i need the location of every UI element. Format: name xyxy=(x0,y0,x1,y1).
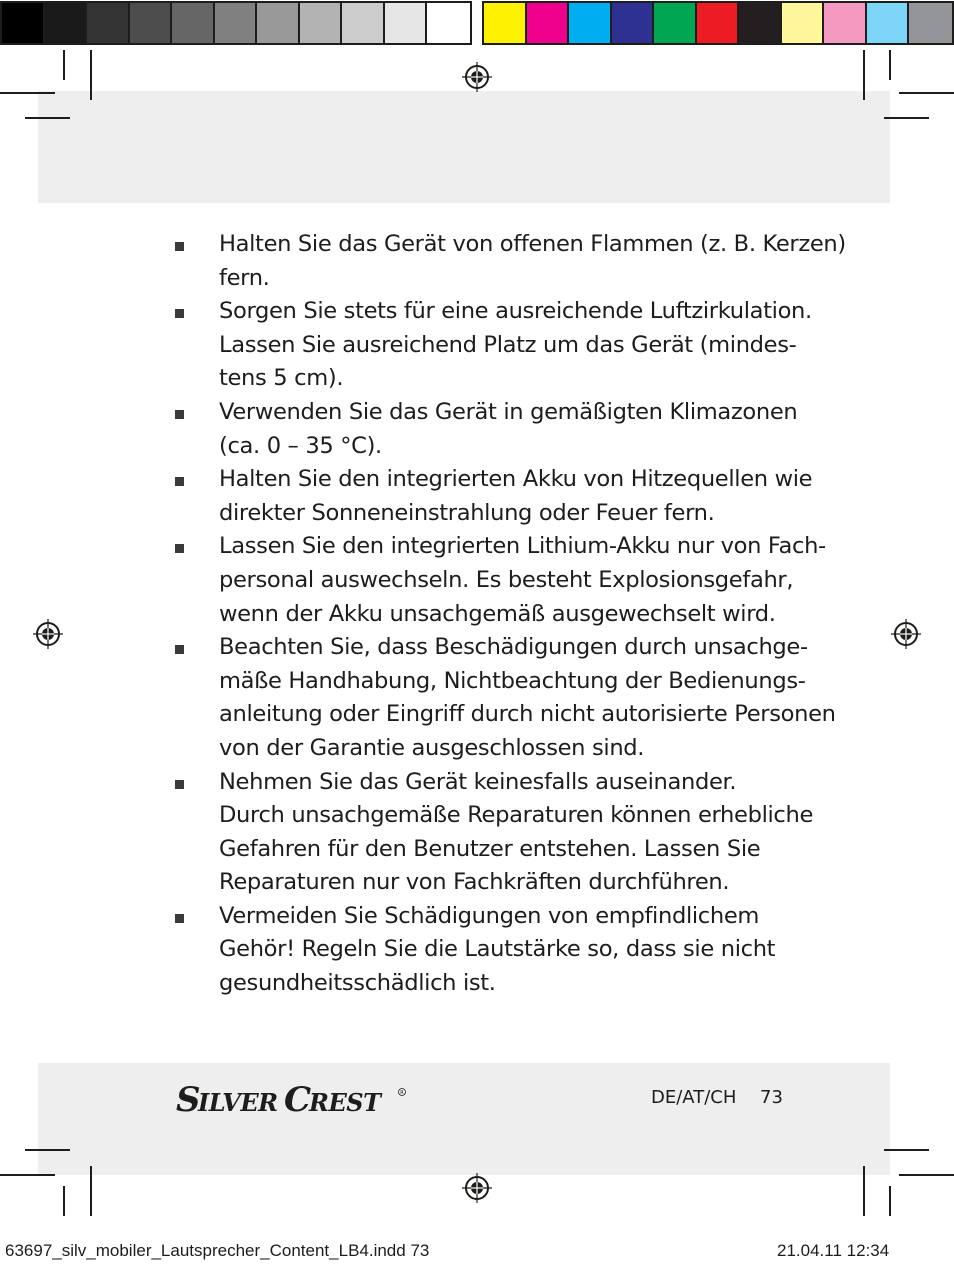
gray-swatch xyxy=(172,3,215,43)
list-item-line: (ca. 0 – 35 °C). xyxy=(219,432,382,459)
crop-mark xyxy=(63,1186,65,1216)
crop-mark xyxy=(90,1166,92,1216)
list-item-line: Sorgen Sie stets für eine ausreichende Luftzirkulation. xyxy=(219,298,812,325)
list-item-line: Lassen Sie den integrierten Lithium-Akku nur von Fach- xyxy=(219,533,826,560)
color-swatch xyxy=(782,3,825,43)
list-item-line: anleitung oder Eingriff durch nicht autorisierte Personen xyxy=(219,701,836,728)
list-item xyxy=(175,900,795,1001)
region-label: DE/AT/CH xyxy=(651,1087,737,1108)
header-band xyxy=(38,91,890,203)
list-item-line: gesundheitsschädlich ist. xyxy=(219,970,496,997)
gray-swatch xyxy=(257,3,300,43)
crop-mark xyxy=(899,1174,954,1176)
list-item xyxy=(175,530,826,631)
color-swatch xyxy=(654,3,697,43)
crop-mark xyxy=(889,1186,891,1216)
list-item-line: Verwenden Sie das Gerät in gemäßigten Klimazonen xyxy=(219,398,798,425)
list-item-line: tens 5 cm). xyxy=(219,365,344,392)
gray-swatch xyxy=(300,3,343,43)
list-item xyxy=(175,463,813,530)
list-item-line: von der Garantie ausgeschlossen sind. xyxy=(219,734,645,761)
color-swatch xyxy=(739,3,782,43)
list-item xyxy=(175,631,836,765)
list-item-line: Durch unsachgemäße Reparaturen können erhebliche xyxy=(219,802,814,829)
crop-mark xyxy=(90,50,92,100)
gray-swatch xyxy=(427,3,470,43)
color-swatch xyxy=(909,3,952,43)
list-item-line: fern. xyxy=(219,264,270,291)
square-bullet-icon xyxy=(175,645,184,654)
gray-swatch xyxy=(385,3,428,43)
registration-mark-icon xyxy=(462,62,492,92)
list-item xyxy=(175,295,812,396)
gray-swatch xyxy=(87,3,130,43)
list-item-line: Vermeiden Sie Schädigungen von empfindlichem xyxy=(219,902,760,929)
registration-mark-icon xyxy=(462,1173,492,1203)
list-item-line: Nehmen Sie das Gerät keinesfalls auseinander. xyxy=(219,768,737,795)
square-bullet-icon xyxy=(175,410,184,419)
gray-swatch xyxy=(2,3,45,43)
crop-mark xyxy=(63,50,65,80)
safety-instructions-list xyxy=(175,228,846,1001)
color-swatch xyxy=(867,3,910,43)
crop-mark xyxy=(863,1166,865,1216)
list-item-line: Gehör! Regeln Sie die Lautstärke so, dass sie nicht xyxy=(219,936,776,963)
list-item-line: Gefahren für den Benutzer entstehen. Lassen Sie xyxy=(219,835,761,862)
footer-band xyxy=(38,1063,890,1175)
square-bullet-icon xyxy=(175,309,184,318)
gray-swatch xyxy=(130,3,173,43)
crop-mark xyxy=(25,1149,70,1151)
color-swatch xyxy=(569,3,612,43)
page-number: 73 xyxy=(760,1087,783,1108)
list-item xyxy=(175,396,798,463)
svg-text:C: C xyxy=(284,1082,312,1116)
slug-timestamp: 21.04.11 12:34 xyxy=(777,1241,890,1260)
color-swatch xyxy=(612,3,655,43)
silvercrest-logo xyxy=(176,1082,408,1116)
registration-mark-icon xyxy=(891,619,921,649)
gray-swatch xyxy=(215,3,258,43)
square-bullet-icon xyxy=(175,544,184,553)
color-swatch xyxy=(697,3,740,43)
square-bullet-icon xyxy=(175,780,184,789)
list-item xyxy=(175,766,814,900)
square-bullet-icon xyxy=(175,477,184,486)
gray-swatch xyxy=(45,3,88,43)
crop-mark xyxy=(0,1174,55,1176)
slug-filename: 63697_silv_mobiler_Lautsprecher_Content_LB4.indd 73 xyxy=(5,1241,430,1260)
svg-text:R: R xyxy=(400,1090,404,1096)
color-swatch xyxy=(484,3,527,43)
gray-swatch xyxy=(342,3,385,43)
list-item-line: direkter Sonneneinstrahlung oder Feuer fern. xyxy=(219,499,715,526)
list-item-line: Halten Sie den integrierten Akku von Hitzequellen wie xyxy=(219,466,813,493)
svg-text:REST: REST xyxy=(309,1088,381,1116)
crop-mark xyxy=(889,50,891,80)
list-item-line: personal auswechseln. Es besteht Explosionsgefahr, xyxy=(219,566,794,593)
grayscale-color-bar xyxy=(0,1,472,45)
list-item-line: Reparaturen nur von Fachkräften durchführen. xyxy=(219,869,730,896)
list-item xyxy=(175,228,846,295)
list-item-line: Beachten Sie, dass Beschädigungen durch unsachge- xyxy=(219,634,808,661)
crop-mark xyxy=(899,92,954,94)
list-item-line: mäße Handhabung, Nichtbeachtung der Bedienungs- xyxy=(219,667,806,694)
crop-mark xyxy=(0,92,55,94)
color-swatch xyxy=(527,3,570,43)
registration-mark-icon xyxy=(33,619,63,649)
crop-mark xyxy=(25,117,70,119)
list-item-line: wenn der Akku unsachgemäß ausgewechselt wird. xyxy=(219,600,776,627)
square-bullet-icon xyxy=(175,914,184,923)
crop-mark xyxy=(884,1149,929,1151)
process-color-bar xyxy=(482,1,954,45)
crop-mark xyxy=(884,117,929,119)
svg-text:S: S xyxy=(176,1082,201,1116)
crop-mark xyxy=(863,50,865,100)
list-item-line: Halten Sie das Gerät von offenen Flammen (z. B. Kerzen) xyxy=(219,231,846,257)
square-bullet-icon xyxy=(175,242,184,251)
svg-text:ILVER: ILVER xyxy=(198,1088,278,1116)
list-item-line: Lassen Sie ausreichend Platz um das Gerät (mindes- xyxy=(219,331,797,358)
color-swatch xyxy=(824,3,867,43)
